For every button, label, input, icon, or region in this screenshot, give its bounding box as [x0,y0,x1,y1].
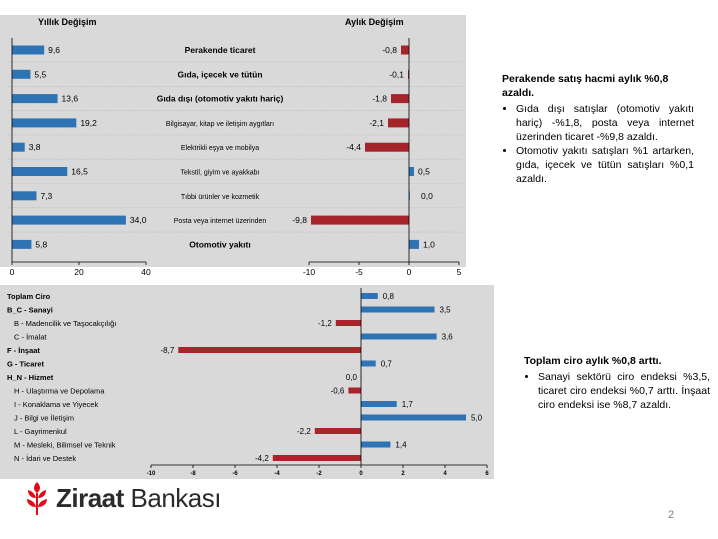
category-label: F - İnşaat [7,346,40,355]
monthly-bar-label: 0,0 [421,190,433,201]
category-label: Otomotiv yakıtı [189,239,251,250]
turnover-note-title: Toplam ciro aylık %0,8 arttı. [524,355,662,367]
yearly-bar-label: 19,2 [80,117,97,128]
category-label: Elektrikli eşya ve mobilya [180,145,260,153]
monthly-bar [311,216,409,225]
yearly-bar [12,143,25,152]
turnover-bar-label: -8,7 [160,346,175,355]
category-label: Gıda, içecek ve tütün [177,69,263,80]
category-label: B - Madencilik ve Taşocakçılığı [14,319,117,328]
monthly-bar [365,143,409,152]
yearly-bar-label: 13,6 [61,93,79,104]
monthly-bar-label: -0,8 [382,45,397,55]
brand-logo [24,478,221,518]
monthly-bar-label: -4,4 [346,142,361,153]
monthly-bar-label: -2,1 [369,117,384,128]
turnover-bar [361,307,435,313]
monthly-bar-label: -1,8 [372,93,387,104]
yearly-bar [12,191,36,200]
yearly-bar-label: 16,5 [71,166,88,177]
turnover-tick-label: -6 [232,471,238,477]
category-label: J - Bilgi ve İletişim [14,413,75,423]
category-label: I - Konaklama ve Yiyecek [14,400,99,409]
yearly-bar-label: 9,6 [48,45,60,55]
retail-chart [0,0,470,282]
yearly-bar [12,94,58,103]
turnover-bar-label: 0,7 [380,359,392,369]
yearly-bar [12,70,30,79]
monthly-tick-label: 0 [406,267,412,277]
category-label: B_C - Sanayi [7,305,53,315]
page-number: 2 [668,509,675,521]
category-label: M - Mesleki, Bilimsel ve Teknik [14,440,116,450]
monthly-title: Aylık Değişim [345,17,404,27]
turnover-tick-label: 0 [359,471,363,477]
retail-note-bullet: • Gıda dışı satışlar (otomotiv yakıtı hariç) -%1,8, posta veya internet üzerinden ticaret -%9,8 azaldı. [516,102,694,144]
ziraat-wheat-icon [24,480,50,516]
turnover-tick-label: -10 [146,471,156,477]
monthly-tick-label: -10 [302,267,316,277]
turnover-bar-label: -1,2 [318,319,332,328]
turnover-tick-label: -4 [274,471,280,477]
category-label: Tıbbi ürünler ve kozmetik [180,193,260,201]
category-label: Bilgisayar, kitap ve iletişim aygıtları [165,120,275,128]
yearly-title: Yıllık Değişim [38,17,97,27]
monthly-bar [391,94,409,103]
turnover-bar-label: 3,5 [439,305,451,315]
monthly-bar-label: 0,5 [418,166,430,177]
category-label: Posta veya internet üzerinden [173,218,267,226]
turnover-tick-label: -8 [190,471,196,477]
turnover-note-bullet: • Sanayi sektörü ciro endeksi %3,5, ticaret ciro endeksi %0,7 arttı. İnşaat ciro endeksi ise %8,7 azaldı. [538,370,710,412]
turnover-bar-label: -2,2 [297,427,311,436]
monthly-tick-label: 5 [456,267,462,277]
turnover-tick-label: 2 [401,471,405,477]
yearly-bar [12,118,76,127]
turnover-bar-label: 1,4 [395,440,407,450]
retail-note [502,72,694,186]
category-label: N - İdari ve Destek [14,454,77,463]
retail-note-bullet: • Otomotiv yakıtı satışları %1 artarken, gıda, içecek ve tütün satışları %0,1 azaldı. [516,144,694,186]
turnover-bar [336,320,361,326]
category-label: Perakende ticaret [184,45,256,55]
yearly-bar-label: 3,8 [28,142,41,153]
monthly-tick-label: -5 [355,267,363,277]
turnover-bar [348,388,361,394]
turnover-bar-label: 0,0 [345,373,357,382]
turnover-note [524,354,710,412]
category-label: C - İmalat [14,332,47,342]
yearly-bar-label: 7,3 [40,190,53,201]
turnover-bar [361,361,376,367]
yearly-bar-label: 5,5 [34,69,47,80]
category-label: H_N - Hizmet [7,373,54,382]
yearly-bar-label: 5,8 [35,239,48,250]
turnover-bar [178,347,361,353]
turnover-bar [361,293,378,299]
yearly-bar [12,216,126,225]
category-label: Toplam Ciro [7,292,51,301]
category-label: Tekstil, giyim ve ayakkabı [180,169,260,177]
turnover-bar [273,455,361,461]
turnover-bar [361,415,466,421]
yearly-bar [12,240,31,249]
category-label: Gıda dışı (otomotiv yakıtı hariç) [156,93,284,104]
category-label: L - Gayrimenkul [14,427,67,436]
monthly-bar [409,167,414,176]
yearly-tick-label: 40 [141,267,151,277]
monthly-bar [388,118,409,127]
monthly-bar-label: 1,0 [423,239,435,250]
yearly-bar-label: 34,0 [129,215,147,226]
turnover-bar [361,442,390,448]
turnover-tick-label: 4 [443,471,447,477]
monthly-bar-label: -9,8 [292,215,307,226]
turnover-bar-label: 5,0 [471,413,483,423]
yearly-tick-label: 0 [9,267,15,277]
turnover-bar-label: 3,6 [441,332,453,342]
turnover-chart-panel [0,285,494,479]
turnover-bar-label: 0,8 [382,292,394,301]
turnover-tick-label: 6 [485,471,489,477]
monthly-bar [401,46,409,55]
turnover-bar-label: 1,7 [401,400,413,409]
turnover-tick-label: -2 [316,471,322,477]
turnover-chart [0,285,500,485]
monthly-bar [409,240,419,249]
category-label: G - Ticaret [7,359,44,369]
turnover-bar [361,401,397,407]
retail-note-title: Perakende satış hacmi aylık %0,8 azaldı. [502,73,669,99]
turnover-bar-label: -4,2 [255,454,269,463]
turnover-bar [315,428,361,434]
yearly-bar [12,46,44,55]
category-label: H - Ulaştırma ve Depolama [14,386,105,396]
brand-name: Ziraat Bankası [56,482,221,513]
turnover-bar-label: -0,6 [330,386,345,396]
yearly-bar [12,167,67,176]
yearly-tick-label: 20 [74,267,84,277]
monthly-bar-label: -0,1 [389,69,404,80]
turnover-bar [361,334,437,340]
